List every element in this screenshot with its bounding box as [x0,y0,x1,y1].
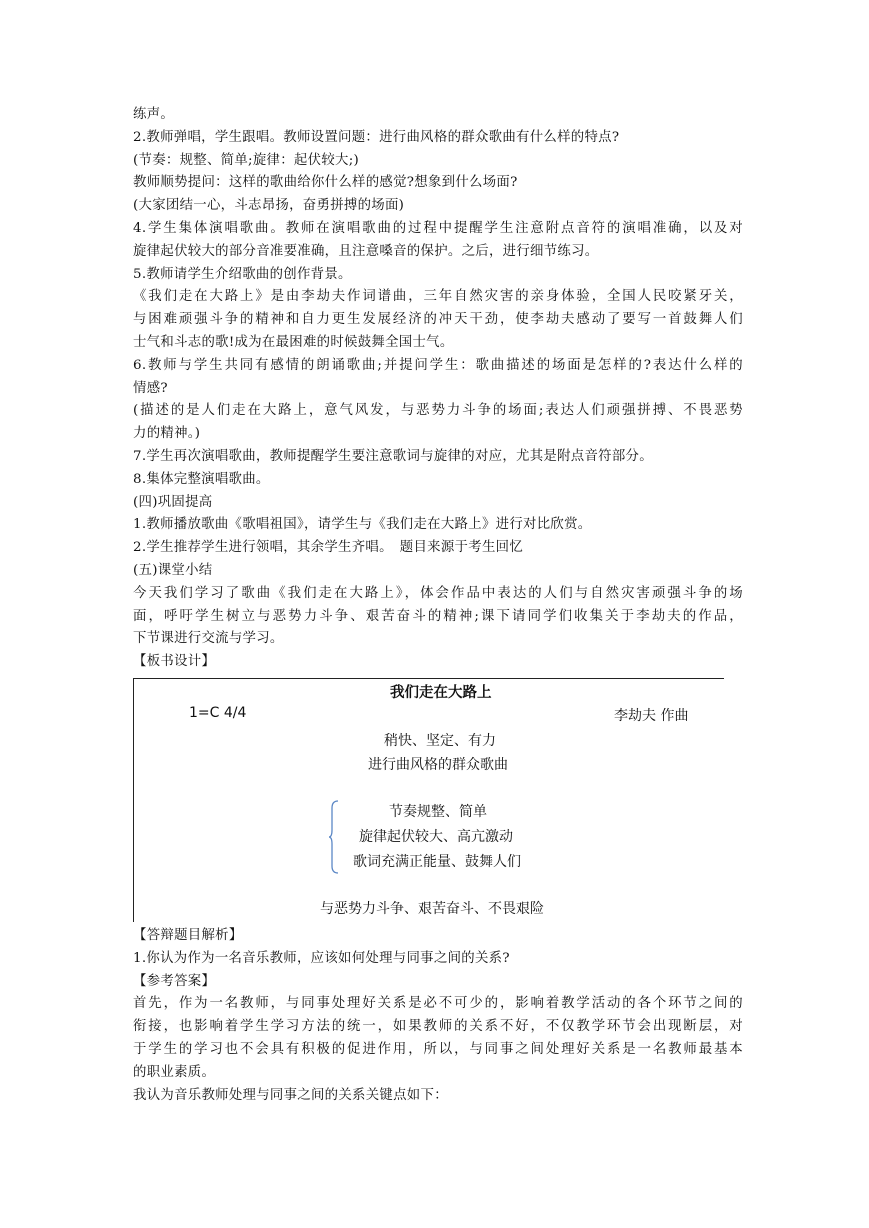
text-line: (节奏：规整、简单;旋律：起伏较大;) [133,152,360,168]
text-line: 今天我们学习了歌曲《我们走在大路上》，体会作品中表达的人们与自然灾害顽强斗争的场 [133,585,743,601]
text-line: (描述的是人们走在大路上，意气风发，与恶势力斗争的场面;表达人们顽强拼搏、不畏恶势 [133,403,743,419]
lesson-text-bottom [133,925,743,1107]
blackboard-design [133,678,724,922]
board-author: 李劫夫 作曲 [614,708,689,724]
text-line: 4.学生集体演唱歌曲。教师在演唱歌曲的过程中提醒学生注意附点音符的演唱准确，以及对 [133,220,743,236]
text-line: 力的精神。) [133,426,201,442]
brace-icon [329,800,339,874]
text-line: 5.教师请学生介绍歌曲的创作背景。 [133,266,352,282]
text-line: 于学生的学习也不会具有积极的促进作用，所以，与同事之间处理好关系是一名教师最基本 [133,1041,743,1057]
text-line: 情感? [133,380,168,396]
text-line: 《我们走在大路上》是由李劫夫作词谱曲，三年自然灾害的亲身体验，全国人民咬紧牙关， [133,289,743,305]
board-tempo: 稍快、坚定、有力 [384,733,496,749]
text-line: 首先，作为一名教师，与同事处理好关系是必不可少的，影响着教学活动的各个环节之间的 [133,996,743,1012]
text-line: 与困难顽强斗争的精神和自力更生发展经济的冲天干劲，使李劫夫感动了要写一首鼓舞人们 [133,312,743,328]
board-feature-melody: 旋律起伏较大、高亢激动 [359,829,513,845]
text-line: 下节课进行交流与学习。 [133,631,284,647]
board-genre: 进行曲风格的群众歌曲 [368,757,508,773]
text-line: 1.教师播放歌曲《歌唱祖国》，请学生与《我们走在大路上》进行对比欣赏。 [133,517,592,533]
text-line: 面，呼吁学生树立与恶势力斗争、艰苦奋斗的精神;课下请同学们收集关于李劫夫的作品， [133,608,743,624]
text-line: 2.学生推荐学生进行领唱，其余学生齐唱。 题目来源于考生回忆 [133,540,524,556]
board-title: 我们走在大路上 [390,685,492,701]
text-line: 6.教师与学生共同有感情的朗诵歌曲;并提问学生：歌曲描述的场面是怎样的?表达什么样的 [133,357,743,373]
text-line: 7.学生再次演唱歌曲，教师提醒学生要注意歌词与旋律的对应，尤其是附点音符部分。 [133,448,653,464]
text-line: 我认为音乐教师处理与同事之间的关系关键点如下： [133,1087,448,1103]
text-line: 的职业素质。 [133,1064,216,1080]
lesson-text-top [133,104,743,674]
text-line: 士气和斗志的歌!成为在最困难的时候鼓舞全国士气。 [133,334,454,350]
board-feature-rhythm: 节奏规整、简单 [389,804,487,820]
board-key-signature: 1=C 4/4 [189,705,247,721]
text-line: 2.教师弹唱，学生跟唱。教师设置问题：进行曲风格的群众歌曲有什么样的特点? [133,129,620,145]
text-line: 衔接，也影响着学生学习方法的统一，如果教师的关系不好，不仅教学环节会出现断层，对 [133,1019,743,1035]
section-heading: (五)课堂小结 [133,562,213,578]
section-heading: 【板书设计】 [133,654,216,670]
board-spirit: 与恶势力斗争、艰苦奋斗、不畏艰险 [320,901,544,917]
board-feature-lyrics: 歌词充满正能量、鼓舞人们 [353,854,521,870]
text-line: 1.你认为作为一名音乐教师，应该如何处理与同事之间的关系? [133,950,510,966]
text-line: 练声。 [133,107,175,122]
section-heading: 【参考答案】 [133,973,216,989]
text-line: 教师顺势提问：这样的歌曲给你什么样的感觉?想象到什么场面? [133,175,518,191]
section-heading: 【答辩题目解析】 [133,928,243,943]
text-line: 旋律起伏较大的部分音准要准确，且注意嗓音的保护。之后，进行细节练习。 [133,243,599,259]
section-heading: (四)巩固提高 [133,494,213,510]
text-line: (大家团结一心，斗志昂扬，奋勇拼搏的场面) [133,198,405,214]
text-line: 8.集体完整演唱歌曲。 [133,471,270,487]
